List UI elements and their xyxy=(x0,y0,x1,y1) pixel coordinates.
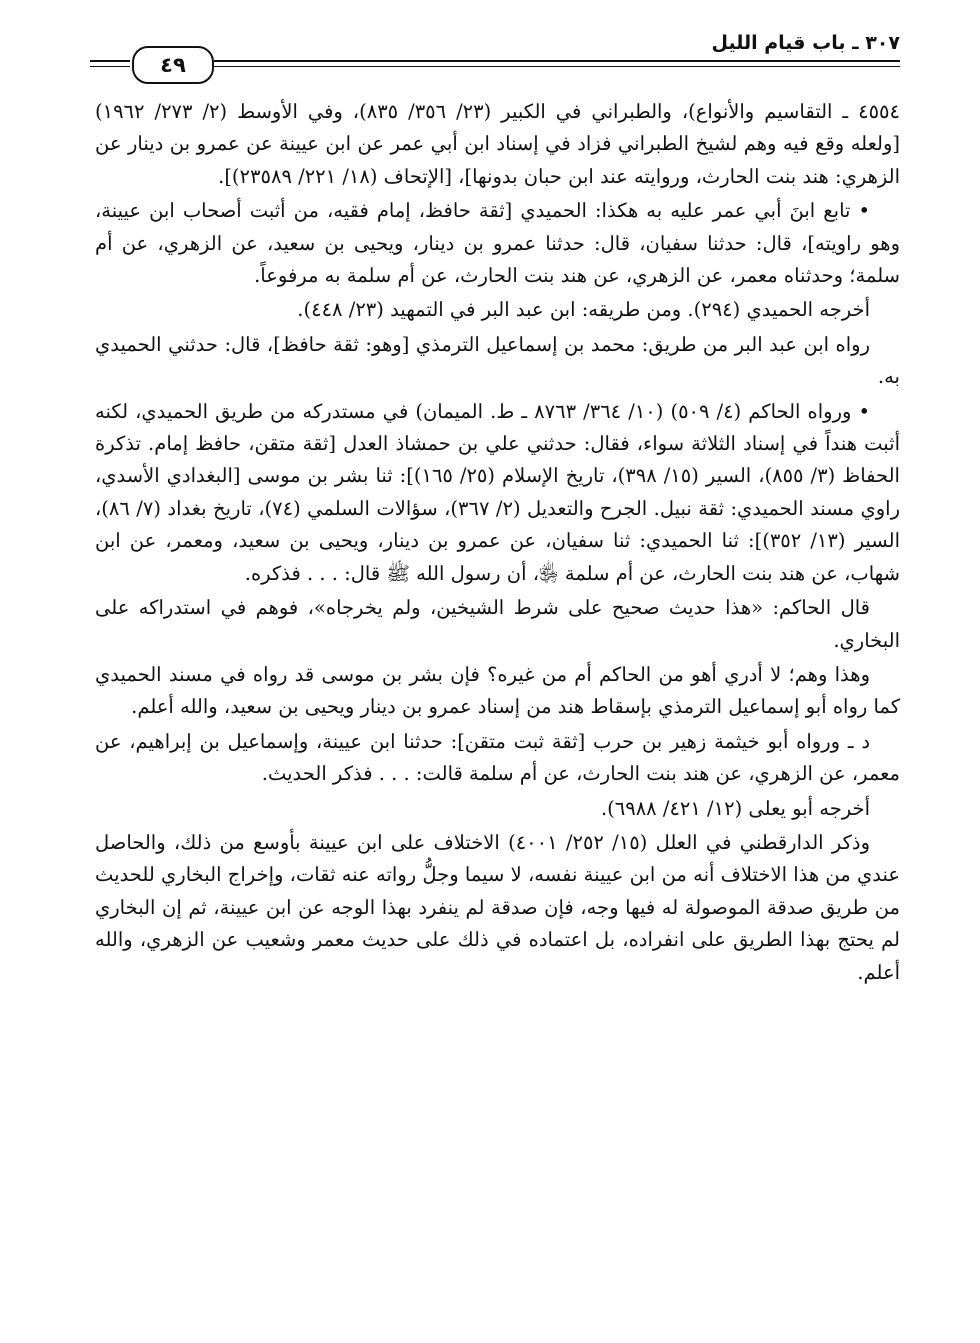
paragraph: د ـ ورواه أبو خيثمة زهير بن حرب [ثقة ثبت متقن]: حدثنا ابن عيينة، وإسماعيل بن إبراهيم، عن معمر، عن الزهري، عن هند بنت الحارث، عن أم سلمة قالت: . . . فذكر الحديث. xyxy=(95,729,900,786)
header-rule-top xyxy=(214,60,900,62)
paragraph: وهذا وهم؛ لا أدري أهو من الحاكم أم من غيره؟ فإن بشر بن موسى قد رواه في مسند الحميدي كما رواه أبو إسماعيل الترمذي بإسقاط هند من إسناد عمرو بن دينار ويحيى بن سعيد، والله أعلم. xyxy=(95,662,900,719)
paragraph: رواه ابن عبد البر من طريق: محمد بن إسماعيل الترمذي [وهو: ثقة حافظ]، قال: حدثني الحميدي به. xyxy=(95,332,900,389)
header-rule-left-bottom xyxy=(90,66,130,67)
page-number-badge: ٤٩ xyxy=(132,46,214,84)
running-title: ٣٠٧ ـ باب قيام الليل xyxy=(711,32,900,54)
header-rule-left-top xyxy=(90,60,130,62)
paragraph: • تابع ابنَ أبي عمر عليه به هكذا: الحميدي [ثقة حافظ، إمام فقيه، من أثبت أصحاب ابن عيينة، وهو راويته]، قال: حدثنا سفيان، قال: حدثنا عمرو بن دينار، ويحيى بن سعيد، عن الزهري، عن أم سلمة؛ وحدثناه معمر، عن الزهري، عن هند بنت الحارث، عن أم سلمة به مرفوعاً. xyxy=(95,199,900,288)
paragraph: ٤٥٥٤ ـ التقاسيم والأنواع)، والطبراني في الكبير (٢٣/ ٣٥٦/ ٨٣٥)، وفي الأوسط (٢/ ٢٧٣/ ١٩٦٢) [ولعله وقع فيه وهم لشيخ الطبراني فزاد في إسناد ابن أبي عمر عن ابن عيينة عن عمرو بن دينار عن الزهري: هند بنت الحارث، وروايته عند ابن حبان بدونها]، [الإتحاف (١٨/ ٢٢١/ ٢٣٥٨٩)]. xyxy=(95,100,900,188)
header-rule-bottom xyxy=(214,66,900,67)
paragraph: قال الحاكم: «هذا حديث صحيح على شرط الشيخين، ولم يخرجاه»، فوهم في استدراكه على البخاري. xyxy=(95,596,900,652)
paragraph: أخرجه الحميدي (٢٩٤). ومن طريقه: ابن عبد البر في التمهيد (٢٣/ ٤٤٨). xyxy=(297,298,870,322)
paragraph: • ورواه الحاكم (٤/ ٥٠٩) (١٠/ ٣٦٤/ ٨٧٦٣ ـ ط. الميمان) في مستدركه من طريق الحميدي، لكنه أثبت هنداً في إسناد الثلاثة سواء، فقال: حدثني علي بن حمشاذ العدل [ثقة متقن، حافظ إمام. تذكرة الحفاظ (٣/ ٨٥٥)، السير (١٥/ ٣٩٨)، تاريخ الإسلام (٢٥/ ١٦٥)]: ثنا بشر بن موسى [البغدادي الأسدي، راوي مسند الحميدي: ثقة نبيل. الجرح والتعديل (٢/ ٣٦٧)، سؤالات السلمي (٧٤)، تاريخ بغداد (٧/ ٨٦)، السير (١٣/ ٣٥٢)]: ثنا الحميدي: ثنا سفيان، عن عمرو بن دينار، ويحيى بن سعيد، ومعمر، عن ابن شهاب، عن هند بنت الحارث، عن أم سلمة ﵂، أن رسول الله ﷺ قال: . . . فذكره. xyxy=(95,399,900,585)
paragraph: وذكر الدارقطني في العلل (١٥/ ٢٥٢/ ٤٠٠١) الاختلاف على ابن عيينة بأوسع من ذلك، والحاصل عندي من هذا الاختلاف أنه من ابن عيينة نفسه، لا سيما وجلُّ رواته عنه ثقات، وإخراج البخاري للحديث من طريق صدقة الموصولة له فيها وجه، فإن صدقة لم ينفرد بهذا الوجه عن ابن عيينة، ثم إن البخاري لم يحتج بهذا الطريق على انفراده، بل اعتماده في ذلك على حديث معمر وشعيب عن الزهري، والله أعلم. xyxy=(95,830,900,984)
paragraph: أخرجه أبو يعلى (١٢/ ٤٢١/ ٦٩٨٨). xyxy=(600,796,870,820)
body-text xyxy=(95,96,900,991)
page-header xyxy=(90,26,900,86)
